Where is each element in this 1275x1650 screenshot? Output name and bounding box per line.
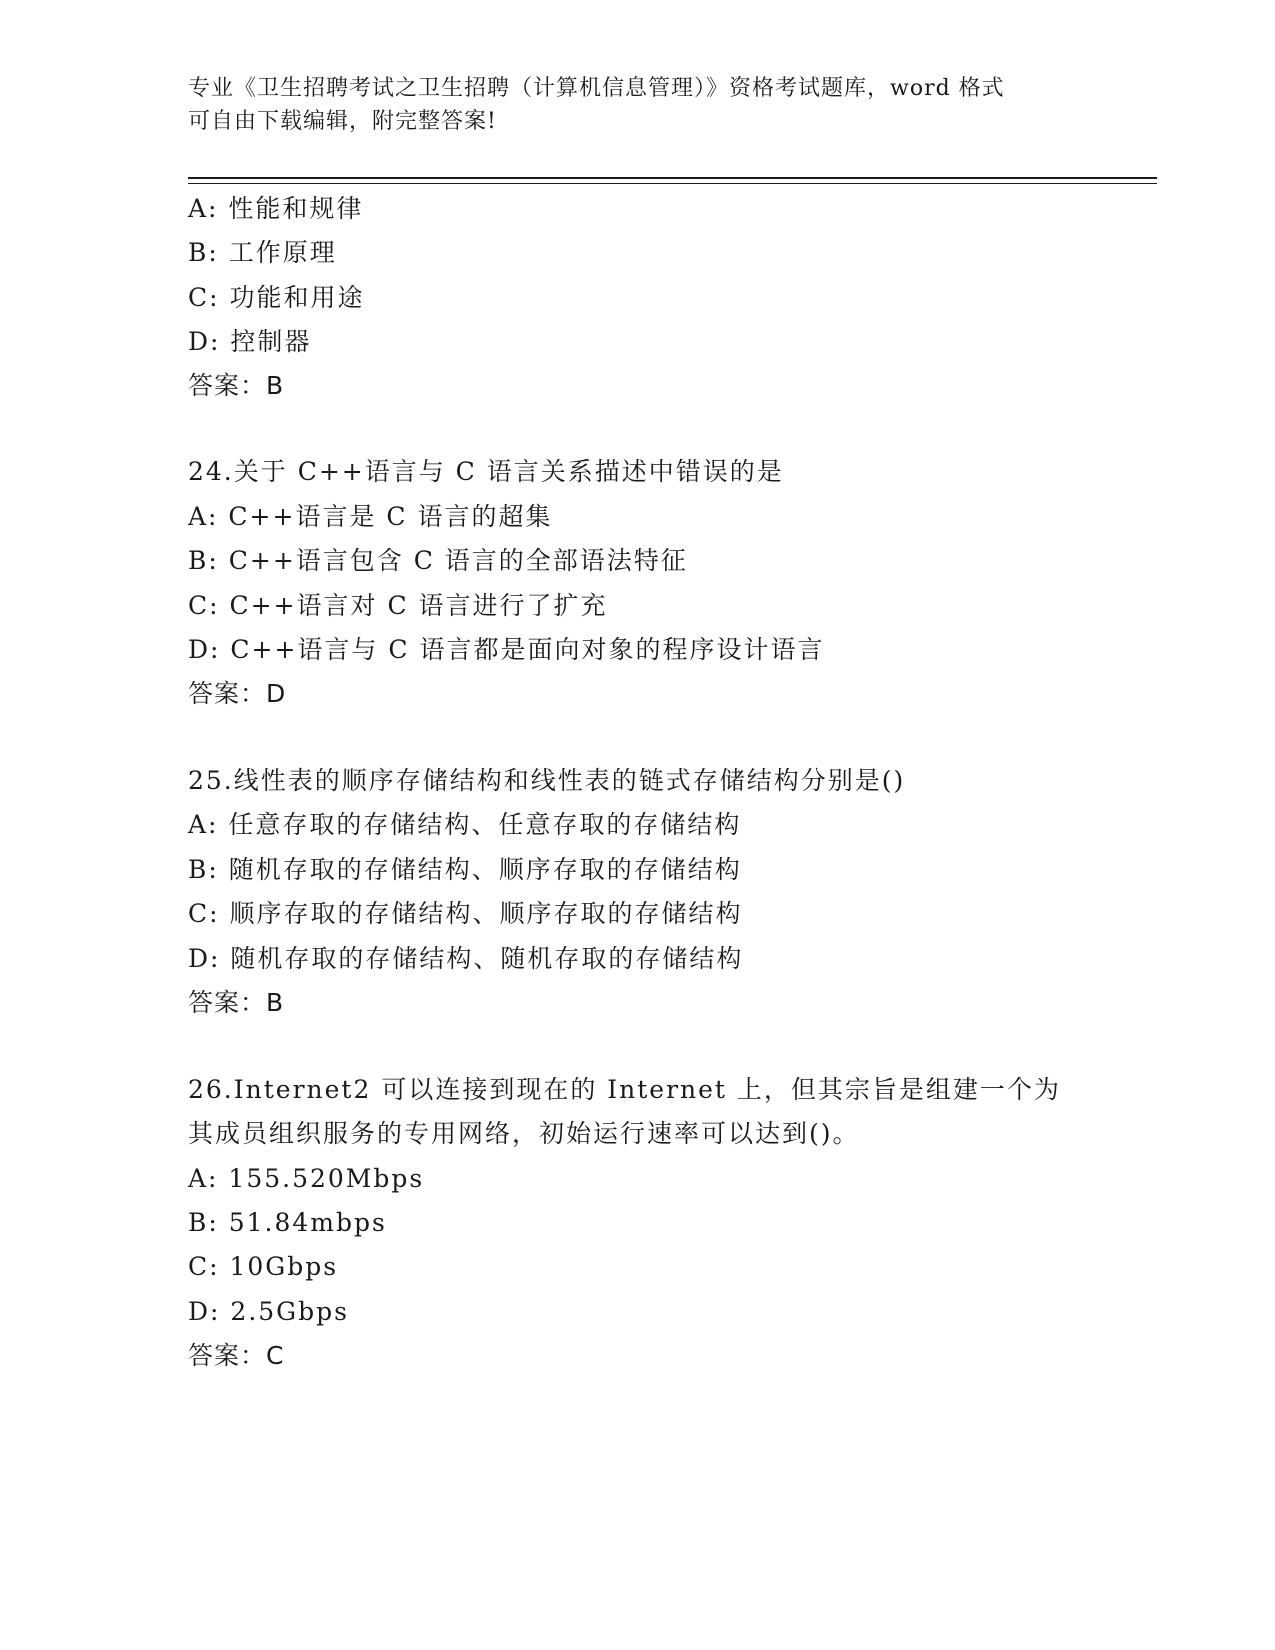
- q25-option-d: D: 随机存取的存储结构、随机存取的存储结构: [188, 944, 744, 973]
- q24-answer: 答案：D: [188, 679, 287, 708]
- document-header: [188, 72, 1088, 138]
- q25-option-a: A: 任意存取的存储结构、任意存取的存储结构: [188, 810, 742, 839]
- q23-option-d: D: 控制器: [188, 327, 312, 356]
- q26-option-d: D: 2.5Gbps: [188, 1297, 349, 1326]
- q24-option-b: B: C++语言包含 C 语言的全部语法特征: [188, 546, 688, 575]
- q26-question-line-2: 其成员组织服务的专用网络，初始运行速率可以达到()。: [188, 1119, 860, 1148]
- q25-answer: 答案：B: [188, 988, 285, 1017]
- q23-answer: 答案：B: [188, 371, 285, 400]
- q25-question: 25.线性表的顺序存储结构和线性表的链式存储结构分别是(): [188, 766, 906, 795]
- header-line-1: 专业《卫生招聘考试之卫生招聘（计算机信息管理）》资格考试题库，word 格式: [188, 76, 1005, 101]
- header-divider-thin: [188, 183, 1157, 184]
- q26-option-a: A: 155.520Mbps: [188, 1164, 425, 1193]
- q24-question: 24.关于 C++语言与 C 语言关系描述中错误的是: [188, 457, 784, 486]
- q24-option-d: D: C++语言与 C 语言都是面向对象的程序设计语言: [188, 635, 825, 664]
- q26-question-line-1: 26.Internet2 可以连接到现在的 Internet 上，但其宗旨是组建一个为: [188, 1075, 1061, 1104]
- q24-option-c: C: C++语言对 C 语言进行了扩充: [188, 591, 608, 620]
- q26-answer: 答案：C: [188, 1341, 285, 1370]
- q26-option-c: C: 10Gbps: [188, 1252, 339, 1281]
- q23-option-c: C: 功能和用途: [188, 283, 365, 312]
- q23-option-b: B: 工作原理: [188, 238, 337, 267]
- q24-option-a: A: C++语言是 C 语言的超集: [188, 502, 553, 531]
- header-divider-thick: [188, 177, 1157, 179]
- q23-option-a: A: 性能和规律: [188, 194, 364, 223]
- q26-option-b: B: 51.84mbps: [188, 1208, 387, 1237]
- header-line-2: 可自由下载编辑，附完整答案!: [188, 109, 497, 134]
- q25-option-b: B: 随机存取的存储结构、顺序存取的存储结构: [188, 855, 742, 884]
- q25-option-c: C: 顺序存取的存储结构、顺序存取的存储结构: [188, 899, 743, 928]
